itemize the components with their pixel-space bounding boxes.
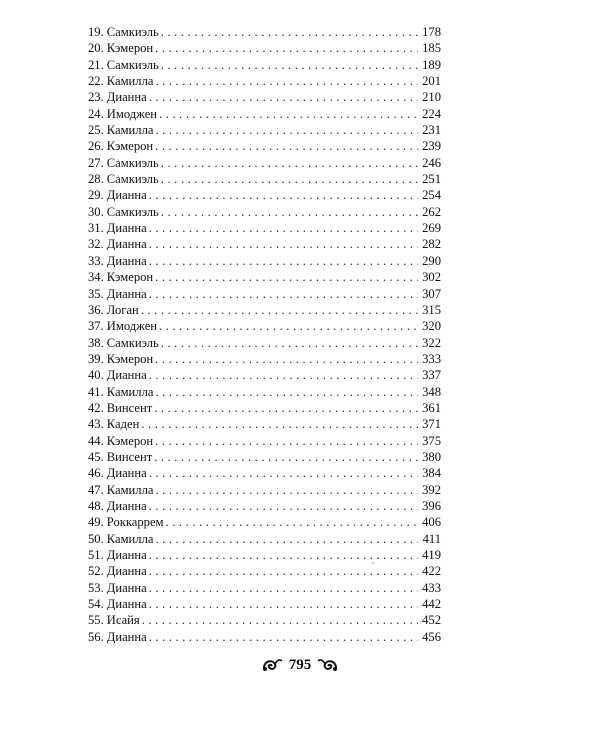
chapter-page-number: 333 [422,351,441,366]
chapter-title: Дианна [106,548,147,562]
chapter-number: 39. [88,351,104,366]
chapter-number: 56. [88,629,104,644]
dot-leader [149,498,418,514]
dot-leader [141,302,418,318]
dot-leader [166,514,418,530]
toc-entry [88,302,441,318]
dot-leader [159,106,418,122]
chapter-title: Логан [106,302,139,317]
chapter-page-number: 262 [422,204,441,219]
chapter-number: 31. [88,221,104,236]
dot-leader [149,465,418,481]
chapter-title: Кэмерон [106,139,154,154]
toc-entry [88,122,441,138]
chapter-number: 43. [88,417,104,432]
chapter-number: 52. [88,564,104,579]
chapter-page-number: 411 [422,531,441,546]
print-speck [372,562,374,564]
dot-leader [149,629,418,645]
chapter-number: 47. [88,482,104,497]
dot-leader [149,220,418,236]
toc-entry [88,269,441,285]
toc-entry [88,155,441,171]
chapter-title: Камилла [106,123,154,138]
dot-leader [155,384,418,400]
toc-entry [88,563,441,579]
chapter-page-number: 302 [422,270,441,285]
toc-entry [88,416,441,432]
chapter-number: 24. [88,106,104,121]
toc-entry [88,253,441,269]
chapter-title: Самкиэль [106,204,159,219]
chapter-page-number: 290 [422,253,441,268]
table-of-contents [88,24,441,645]
chapter-title: Дианна [106,188,147,203]
toc-entry [88,629,441,645]
chapter-title: Самкиэль [106,155,159,170]
chapter-number: 37. [88,319,104,334]
chapter-title: Исайя [106,613,140,628]
chapter-page-number: 210 [422,90,441,105]
chapter-title: Дианна [106,466,147,481]
chapter-title: Самкиэль [106,172,159,187]
dot-leader [154,449,418,465]
chapter-title: Имоджен [106,319,158,334]
dot-leader [161,24,418,40]
chapter-page-number: 422 [422,564,441,579]
chapter-page-number: 375 [422,433,441,448]
toc-entry [88,351,441,367]
dot-leader [155,40,418,56]
chapter-title: Дианна [106,286,147,301]
dot-leader [149,89,418,105]
chapter-number: 38. [88,335,104,350]
chapter-title: Самкиэль [106,57,159,72]
dot-leader [149,596,418,612]
chapter-number: 48. [88,498,104,513]
chapter-title: Камилла [106,74,154,89]
chapter-title: Камилла [106,482,154,497]
chapter-page-number: 392 [422,482,441,497]
chapter-title: Дианна [106,564,147,579]
chapter-page-number: 178 [422,25,441,39]
chapter-number: 26. [88,139,104,154]
chapter-title: Дианна [106,498,147,513]
chapter-title: Дианна [106,629,147,644]
chapter-number: 54. [88,597,104,612]
chapter-number: 34. [88,270,104,285]
chapter-page-number: 185 [422,41,441,56]
toc-entry [88,547,441,563]
chapter-page-number: 384 [422,466,441,481]
chapter-page-number: 239 [422,139,441,154]
chapter-number: 23. [88,90,104,105]
chapter-title: Дианна [106,221,147,236]
chapter-title: Самкиэль [106,25,159,39]
chapter-title: Камилла [106,384,154,399]
dot-leader [155,73,418,89]
chapter-title: Кэмерон [106,433,154,448]
chapter-title: Камилла [106,531,154,546]
dot-leader [142,612,418,628]
dot-leader [161,57,418,73]
chapter-number: 46. [88,466,104,481]
toc-entry [88,236,441,252]
dot-leader [149,563,418,579]
chapter-number: 41. [88,384,104,399]
chapter-page-number: 361 [422,400,441,415]
toc-entry [88,220,441,236]
chapter-page-number: 315 [422,302,441,317]
chapter-number: 22. [88,74,104,89]
chapter-title: Каден [106,417,140,432]
chapter-page-number: 419 [422,548,441,562]
toc-entry [88,204,441,220]
chapter-page-number: 442 [422,597,441,612]
chapter-title: Дианна [106,237,147,252]
chapter-page-number: 406 [422,515,441,530]
toc-entry [88,580,441,596]
chapter-number: 44. [88,433,104,448]
chapter-page-number: 282 [422,237,441,252]
toc-entry [88,89,441,105]
dot-leader [155,531,418,547]
toc-entry [88,138,441,154]
dot-leader [149,253,418,269]
chapter-title: Дианна [106,597,147,612]
toc-entry [88,57,441,73]
toc-entry [88,318,441,334]
chapter-page-number: 322 [422,335,441,350]
chapter-number: 30. [88,204,104,219]
dot-leader [149,187,418,203]
toc-entry [88,187,441,203]
chapter-number: 19. [88,25,104,39]
dot-leader [155,122,418,138]
chapter-number: 50. [88,531,104,546]
chapter-page-number: 456 [422,629,441,644]
toc-entry [88,286,441,302]
toc-entry [88,482,441,498]
toc-entry [88,335,441,351]
dot-leader [149,580,418,596]
chapter-number: 35. [88,286,104,301]
chapter-number: 42. [88,400,104,415]
chapter-number: 36. [88,302,104,317]
chapter-number: 25. [88,123,104,138]
chapter-title: Винсент [106,449,153,464]
chapter-title: Дианна [106,253,147,268]
chapter-title: Кэмерон [106,270,154,285]
chapter-page-number: 433 [422,580,441,595]
chapter-title: Кэмерон [106,351,154,366]
chapter-title: Имоджен [106,106,158,121]
toc-entry [88,40,441,56]
chapter-number: 27. [88,155,104,170]
dot-leader [155,138,418,154]
toc-entry [88,465,441,481]
dot-leader [161,335,418,351]
toc-entry [88,367,441,383]
chapter-number: 45. [88,449,104,464]
dot-leader [155,482,418,498]
chapter-page-number: 224 [422,106,441,121]
toc-entry [88,531,441,547]
toc-entry [88,73,441,89]
chapter-page-number: 452 [422,613,441,628]
chapter-page-number: 254 [422,188,441,203]
chapter-page-number: 380 [422,449,441,464]
chapter-title: Роккаррем [106,515,164,530]
toc-entry [88,433,441,449]
dot-leader [155,351,418,367]
chapter-number: 32. [88,237,104,252]
dot-leader [161,155,418,171]
chapter-page-number: 189 [422,57,441,72]
toc-entry [88,106,441,122]
dot-leader [149,367,418,383]
swirl-ornament-icon [317,656,339,674]
chapter-number: 21. [88,57,104,72]
chapter-number: 33. [88,253,104,268]
chapter-page-number: 337 [422,368,441,383]
chapter-page-number: 396 [422,498,441,513]
toc-entry [88,171,441,187]
chapter-number: 49. [88,515,104,530]
chapter-page-number: 348 [422,384,441,399]
chapter-title: Самкиэль [106,335,159,350]
page-number: 795 [288,657,312,673]
toc-entry [88,449,441,465]
chapter-number: 28. [88,172,104,187]
toc-entry [88,498,441,514]
chapter-page-number: 231 [422,123,441,138]
toc-entry [88,514,441,530]
dot-leader [149,236,418,252]
dot-leader [154,400,418,416]
chapter-number: 53. [88,580,104,595]
chapter-page-number: 307 [422,286,441,301]
toc-entry [88,24,441,40]
chapter-number: 40. [88,368,104,383]
dot-leader [155,269,418,285]
toc-entry [88,400,441,416]
dot-leader [161,171,418,187]
toc-entry [88,596,441,612]
chapter-number: 51. [88,548,104,562]
chapter-title: Дианна [106,90,147,105]
chapter-page-number: 320 [422,319,441,334]
chapter-page-number: 201 [422,74,441,89]
chapter-page-number: 251 [422,172,441,187]
dot-leader [159,318,418,334]
toc-entry [88,612,441,628]
dot-leader [161,204,418,220]
dot-leader [155,433,418,449]
chapter-number: 20. [88,41,104,56]
toc-entry [88,384,441,400]
chapter-title: Кэмерон [106,41,154,56]
page-footer [0,656,600,674]
chapter-title: Дианна [106,368,147,383]
chapter-page-number: 246 [422,155,441,170]
dot-leader [141,416,418,432]
dot-leader [149,286,418,302]
chapter-page-number: 371 [422,417,441,432]
swirl-ornament-icon [261,656,283,674]
dot-leader [149,547,418,563]
chapter-number: 29. [88,188,104,203]
chapter-page-number: 269 [422,221,441,236]
chapter-title: Дианна [106,580,147,595]
chapter-number: 55. [88,613,104,628]
chapter-title: Винсент [106,400,153,415]
